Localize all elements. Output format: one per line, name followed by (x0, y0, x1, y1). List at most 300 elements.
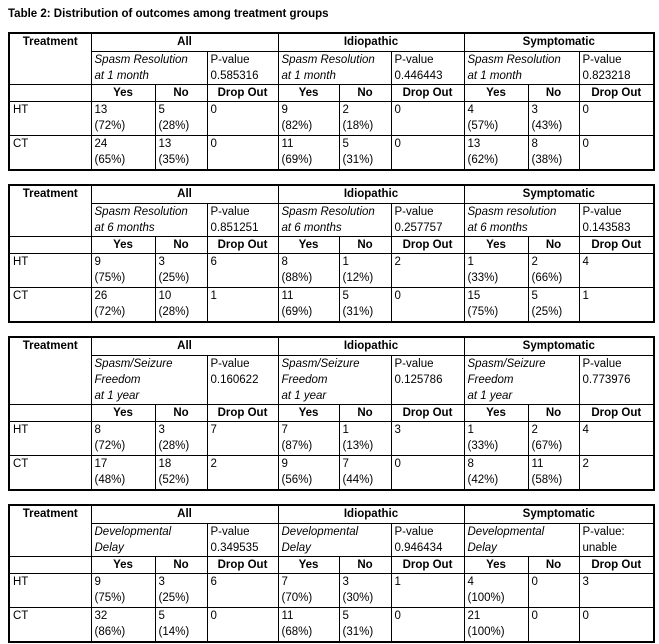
col-header-label: Yes (486, 239, 506, 251)
pvalue-line: P-value (394, 206, 434, 218)
col-header (579, 557, 654, 574)
col-header (339, 85, 391, 102)
cell-line: 0 (210, 138, 217, 150)
col-header-label: Drop Out (591, 407, 642, 419)
col-header-label: Drop Out (402, 87, 453, 99)
col-header (207, 85, 278, 102)
cell-line: 7 (210, 424, 217, 436)
cell-line: 13 (158, 138, 172, 150)
cell-line: 7 (281, 424, 288, 436)
cell-line: 4 (467, 104, 474, 116)
cell-line: (13%) (342, 440, 374, 452)
cell-line: (57%) (467, 120, 499, 132)
cell-line: 2 (582, 458, 589, 470)
col-header-label: Drop Out (217, 87, 268, 99)
cell-line: 4 (582, 256, 589, 268)
cell-line: (14%) (158, 626, 190, 638)
data-cell (278, 254, 339, 288)
col-header-label: Drop Out (402, 239, 453, 251)
group-header (278, 185, 464, 204)
col-header (339, 405, 391, 422)
cell-line: 0 (394, 138, 401, 150)
group-name: Symptomatic (522, 188, 595, 200)
pvalue-line: P-value (582, 206, 622, 218)
col-header (464, 85, 528, 102)
col-header (91, 405, 155, 422)
cell-line: 11 (281, 610, 294, 622)
cell-line: (100%) (467, 592, 505, 604)
pvalue-line: P-value (210, 358, 250, 370)
outcome-table (8, 504, 655, 643)
data-cell (391, 136, 464, 171)
col-header-label: No (173, 559, 189, 571)
cell-line: (28%) (158, 120, 190, 132)
row-label-text: HT (13, 256, 29, 268)
cell-line: 1 (342, 424, 349, 436)
pvalue-line: P-value (210, 526, 250, 538)
cell-line: (75%) (94, 272, 126, 284)
col-header-label: No (545, 559, 562, 571)
cell-line: 4 (467, 576, 474, 588)
col-header (339, 557, 391, 574)
col-header (579, 85, 654, 102)
col-header (464, 557, 528, 574)
col-header (91, 557, 155, 574)
col-header-label: Yes (486, 407, 506, 419)
cell-line: (28%) (158, 440, 190, 452)
row-label-text: HT (13, 104, 29, 116)
data-cell (91, 456, 155, 491)
col-header-label: Yes (298, 559, 319, 571)
col-header (391, 405, 464, 422)
cell-line: (72%) (94, 306, 126, 318)
cell-line: 3 (158, 576, 165, 588)
data-cell (528, 136, 579, 171)
cell-line: 9 (281, 104, 288, 116)
pvalue-line: 0.446443 (394, 70, 443, 82)
cell-line: (72%) (94, 120, 126, 132)
cell-line: 0 (582, 610, 589, 622)
row-label-text: CT (13, 610, 29, 622)
col-header-label: No (545, 407, 562, 419)
pvalue-cell (207, 356, 278, 405)
treatment-header (9, 33, 91, 85)
measure-line: Developmental (281, 526, 359, 538)
measure-line: at 1 month (467, 70, 522, 82)
measure-line: at 1 year (94, 390, 140, 402)
data-cell (391, 574, 464, 608)
cell-line: 13 (94, 104, 108, 116)
group-header (464, 505, 654, 524)
cell-line: 1 (467, 424, 474, 436)
col-header-label: Yes (298, 87, 319, 99)
cell-line: (56%) (281, 474, 313, 486)
pvalue-line: P-value (582, 358, 622, 370)
cell-line: (33%) (467, 272, 499, 284)
col-header-label: Drop Out (591, 87, 642, 99)
cell-line: 1 (210, 290, 217, 302)
cell-line: 5 (158, 104, 165, 116)
data-cell (91, 574, 155, 608)
cell-line: (70%) (281, 592, 313, 604)
group-name: All (177, 508, 192, 520)
cell-line: (31%) (342, 154, 374, 166)
cell-line: (25%) (158, 592, 190, 604)
measure-line: at 6 months (281, 222, 342, 234)
data-cell (528, 102, 579, 136)
data-cell (155, 288, 207, 323)
data-cell (339, 254, 391, 288)
group-header (91, 337, 278, 356)
cell-line: 2 (531, 256, 538, 268)
data-cell (339, 102, 391, 136)
measure-line: at 1 year (467, 390, 513, 402)
data-cell (155, 574, 207, 608)
row-label (9, 102, 91, 136)
group-header (278, 505, 464, 524)
data-cell (155, 254, 207, 288)
cell-line: 13 (467, 138, 481, 150)
data-cell (464, 136, 528, 171)
cell-line: 5 (342, 138, 349, 150)
treatment-label: Treatment (22, 508, 78, 520)
col-header-label: Drop Out (591, 559, 642, 571)
row-label-text: CT (13, 458, 29, 470)
cell-line: (58%) (531, 474, 563, 486)
measure-line: Spasm Resolution (281, 206, 375, 218)
pvalue-line: P-value (210, 206, 250, 218)
col-header-label: Drop Out (591, 239, 642, 251)
data-cell (391, 456, 464, 491)
group-header (464, 33, 654, 52)
data-cell (464, 422, 528, 456)
pvalue-cell (207, 52, 278, 85)
cell-line: (43%) (531, 120, 563, 132)
measure-cell (278, 524, 391, 557)
data-cell (391, 288, 464, 323)
group-header (91, 185, 278, 204)
cell-line: 5 (342, 610, 349, 622)
pvalue-line: P-value: (582, 526, 625, 538)
data-cell (579, 608, 654, 643)
col-header-label: Drop Out (402, 407, 453, 419)
cell-line: 0 (582, 138, 589, 150)
col-header-label: Yes (113, 239, 133, 251)
data-cell (579, 136, 654, 171)
measure-line: Spasm/Seizure (94, 358, 173, 370)
data-cell (278, 608, 339, 643)
row-label (9, 574, 91, 608)
data-cell (579, 288, 654, 323)
col-header-label: Drop Out (217, 407, 268, 419)
cell-line: (44%) (342, 474, 374, 486)
measure-line: at 1 month (281, 70, 336, 82)
pvalue-cell (579, 52, 654, 85)
cell-line: 5 (158, 610, 165, 622)
outcome-table (8, 184, 655, 323)
col-header (339, 237, 391, 254)
data-cell (391, 608, 464, 643)
cell-line: 5 (531, 290, 538, 302)
row-label-text: CT (13, 290, 29, 302)
data-cell (528, 254, 579, 288)
data-cell (155, 456, 207, 491)
group-header (278, 33, 464, 52)
measure-cell (278, 204, 391, 237)
data-cell (207, 288, 278, 323)
treatment-header (9, 505, 91, 557)
cell-line: 7 (281, 576, 288, 588)
pvalue-line: P-value (394, 54, 434, 66)
col-header-label: No (357, 239, 373, 251)
cell-line: 1 (342, 256, 349, 268)
cell-line: (48%) (94, 474, 126, 486)
pvalue-line: P-value (210, 54, 250, 66)
cell-line: 6 (210, 576, 217, 588)
measure-line: Spasm Resolution (94, 206, 188, 218)
pvalue-cell (391, 204, 464, 237)
measure-cell (278, 356, 391, 405)
data-cell (464, 288, 528, 323)
col-header-label: No (357, 559, 373, 571)
cell-line: (28%) (158, 306, 190, 318)
col-header (579, 237, 654, 254)
measure-cell (278, 52, 391, 85)
pvalue-line: 0.946434 (394, 542, 443, 554)
measure-cell (464, 52, 579, 85)
cell-line: (31%) (342, 626, 374, 638)
data-cell (155, 422, 207, 456)
col-header-label: Yes (486, 87, 506, 99)
cell-line: 0 (394, 104, 401, 116)
pvalue-line: P-value (582, 54, 622, 66)
data-cell (528, 456, 579, 491)
cell-line: 17 (94, 458, 108, 470)
pvalue-cell (391, 52, 464, 85)
outcome-table (8, 32, 655, 171)
data-cell (464, 102, 528, 136)
data-cell (278, 456, 339, 491)
measure-line: Delay (94, 542, 124, 554)
measure-line: at 1 month (94, 70, 149, 82)
cell-line: (75%) (94, 592, 126, 604)
data-cell (391, 422, 464, 456)
cell-line: (87%) (281, 440, 313, 452)
cell-line: (31%) (342, 306, 374, 318)
col-header (278, 405, 339, 422)
tables-container (8, 32, 653, 643)
data-cell (207, 102, 278, 136)
pvalue-line: 0.160622 (210, 374, 259, 386)
cell-line: (38%) (531, 154, 563, 166)
cell-line: 8 (281, 256, 288, 268)
pvalue-cell (579, 524, 654, 557)
row-label (9, 254, 91, 288)
cell-line: 7 (342, 458, 349, 470)
col-header-label: Yes (298, 239, 319, 251)
data-cell (464, 254, 528, 288)
data-cell (91, 608, 155, 643)
col-header (464, 405, 528, 422)
cell-line: 3 (158, 256, 165, 268)
cell-line: (86%) (94, 626, 126, 638)
cell-line: 0 (210, 610, 217, 622)
group-name: Idiopathic (343, 188, 399, 200)
data-cell (207, 422, 278, 456)
col-header (155, 405, 207, 422)
cell-line: 15 (467, 290, 481, 302)
data-cell (278, 422, 339, 456)
cell-line: (35%) (158, 154, 190, 166)
data-cell (91, 254, 155, 288)
group-header (91, 33, 278, 52)
pvalue-line: 0.257757 (394, 222, 443, 234)
col-header-label: Drop Out (217, 239, 268, 251)
col-header (528, 237, 579, 254)
cell-line: (68%) (281, 626, 313, 638)
data-cell (91, 422, 155, 456)
data-cell (528, 608, 579, 643)
col-header (278, 557, 339, 574)
cell-line: 24 (94, 138, 108, 150)
col-header-label: Yes (113, 407, 133, 419)
col-header-label: No (357, 87, 373, 99)
measure-line: Developmental (94, 526, 172, 538)
cell-line: (25%) (531, 306, 563, 318)
data-cell (339, 136, 391, 171)
cell-line: 3 (394, 424, 401, 436)
cell-line: 9 (94, 256, 101, 268)
data-cell (579, 422, 654, 456)
col-header-label: Yes (486, 559, 506, 571)
col-header (391, 237, 464, 254)
cell-line: (62%) (467, 154, 499, 166)
cell-line: 5 (342, 290, 349, 302)
empty-corner-cell (9, 85, 91, 102)
group-header (278, 337, 464, 356)
cell-line: 21 (467, 610, 481, 622)
cell-line: 9 (281, 458, 288, 470)
cell-line: 0 (531, 576, 538, 588)
data-cell (278, 288, 339, 323)
col-header (528, 405, 579, 422)
empty-corner-cell (9, 237, 91, 254)
col-header-label: No (545, 87, 562, 99)
group-header (91, 505, 278, 524)
cell-line: (72%) (94, 440, 126, 452)
col-header (91, 85, 155, 102)
cell-line: 2 (210, 458, 217, 470)
col-header-label: No (545, 239, 562, 251)
cell-line: (82%) (281, 120, 313, 132)
cell-line: 1 (394, 576, 401, 588)
col-header-label: No (357, 407, 373, 419)
group-name: Idiopathic (343, 340, 399, 352)
col-header (528, 85, 579, 102)
measure-line: Developmental (467, 526, 545, 538)
group-name: Idiopathic (343, 36, 399, 48)
pvalue-cell (579, 356, 654, 405)
cell-line: 1 (467, 256, 474, 268)
data-cell (339, 456, 391, 491)
pvalue-line: P-value (394, 526, 434, 538)
row-label-text: CT (13, 138, 29, 150)
group-name: Symptomatic (522, 36, 595, 48)
measure-cell (91, 204, 207, 237)
cell-line: 26 (94, 290, 108, 302)
col-header-label: No (173, 87, 189, 99)
measure-cell (464, 524, 579, 557)
data-cell (278, 136, 339, 171)
group-name: Idiopathic (343, 508, 399, 520)
data-cell (207, 254, 278, 288)
group-name: All (177, 340, 192, 352)
col-header-label: No (173, 407, 189, 419)
treatment-header (9, 337, 91, 405)
measure-line: at 6 months (94, 222, 155, 234)
cell-line: (88%) (281, 272, 313, 284)
measure-cell (464, 356, 579, 405)
cell-line: 0 (394, 290, 401, 302)
col-header-label: Yes (113, 559, 133, 571)
data-cell (579, 254, 654, 288)
col-header (278, 237, 339, 254)
data-cell (207, 456, 278, 491)
row-label (9, 422, 91, 456)
data-cell (464, 608, 528, 643)
group-header (464, 337, 654, 356)
col-header (391, 85, 464, 102)
data-cell (391, 254, 464, 288)
measure-line: Spasm Resolution (94, 54, 188, 66)
data-cell (391, 102, 464, 136)
col-header (464, 237, 528, 254)
col-header (155, 85, 207, 102)
data-cell (207, 608, 278, 643)
treatment-label: Treatment (22, 36, 78, 48)
pvalue-line: P-value (394, 358, 434, 370)
cell-line: (25%) (158, 272, 190, 284)
data-cell (339, 574, 391, 608)
pvalue-line: 0.125786 (394, 374, 443, 386)
cell-line: (30%) (342, 592, 374, 604)
data-cell (91, 136, 155, 171)
col-header-label: Drop Out (402, 559, 453, 571)
outcome-table (8, 336, 655, 491)
data-cell (339, 608, 391, 643)
measure-line: at 6 months (467, 222, 528, 234)
cell-line: 3 (582, 576, 589, 588)
group-name: All (177, 36, 192, 48)
pvalue-line: 0.349535 (210, 542, 259, 554)
cell-line: 11 (281, 290, 294, 302)
col-header (391, 557, 464, 574)
cell-line: 10 (158, 290, 172, 302)
measure-line: Freedom (94, 374, 141, 386)
row-label (9, 456, 91, 491)
cell-line: 11 (281, 138, 294, 150)
cell-line: (69%) (281, 154, 313, 166)
cell-line: (33%) (467, 440, 499, 452)
data-cell (579, 456, 654, 491)
cell-line: 4 (582, 424, 589, 436)
empty-corner-cell (9, 557, 91, 574)
cell-line: 0 (582, 104, 589, 116)
data-cell (91, 102, 155, 136)
data-cell (155, 136, 207, 171)
row-label (9, 136, 91, 171)
cell-line: 0 (210, 104, 217, 116)
